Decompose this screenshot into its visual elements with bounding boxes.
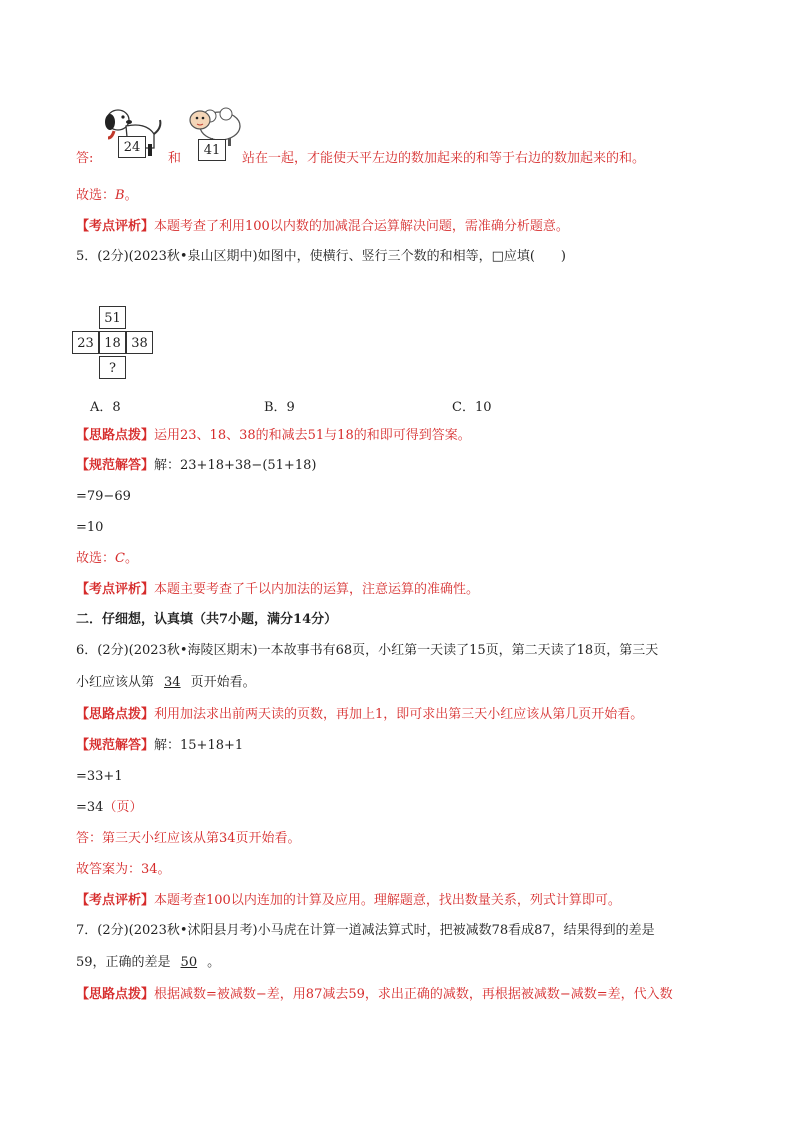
- q7-answer-blank: 50: [180, 955, 198, 970]
- section-2-title: 二．仔细想，认真填（共7小题，满分14分）: [76, 612, 338, 627]
- q6-step2: =34（页）: [76, 800, 143, 815]
- q4-analysis: 【考点评析】本题考查了利用100以内数的加减混合运算解决问题，需准确分析题意。: [76, 219, 569, 234]
- q5-choose: 故选：C。: [76, 551, 138, 566]
- q4-answer-text: 站在一起，才能使天平左边的数加起来的和等于右边的数加起来的和。: [242, 151, 646, 166]
- grid-right: 38: [126, 331, 153, 354]
- q4-answer-prefix: 答:: [76, 151, 94, 166]
- q6-solution: 【规范解答】解：15+18+1: [76, 738, 244, 753]
- sheep-number-card: 41: [198, 139, 226, 161]
- q7-question-line1: 7．(2分)(2023秋•沭阳县月考)小马虎在计算一道减法算式时，把被减数78看成87，结果得到的差是: [76, 923, 655, 938]
- q5-question: 5．(2分)(2023秋•泉山区期中)如图中，使横行、竖行三个数的和相等，□应填( ): [76, 249, 567, 264]
- q6-step1: =33+1: [76, 769, 123, 784]
- q5-analysis: 【考点评析】本题主要考查了千以内加法的运算，注意运算的准确性。: [76, 582, 480, 597]
- grid-left: 23: [72, 331, 99, 354]
- q6-answer: 答：第三天小红应该从第34页开始看。: [76, 831, 301, 846]
- grid-center: 18: [99, 331, 126, 354]
- q5-option-c: C．10: [452, 400, 492, 415]
- q5-hint: 【思路点拨】运用23、18、38的和减去51与18的和即可得到答案。: [76, 428, 471, 443]
- q6-analysis: 【考点评析】本题考查100以内连加的计算及应用。理解题意，找出数量关系，列式计算即可。: [76, 893, 621, 908]
- q6-answer-blank: 34: [164, 675, 181, 690]
- q4-choose: 故选：B。: [76, 188, 138, 203]
- q6-hint: 【思路点拨】利用加法求出前两天读的页数，再加上1，即可求出第三天小红应该从第几页开始看。: [76, 707, 644, 722]
- grid-bottom: ?: [99, 356, 126, 379]
- q6-question-line1: 6．(2分)(2023秋•海陵区期末)一本故事书有68页，小红第一天读了15页，第二天读了18页，第三天: [76, 643, 659, 658]
- q6-final: 故答案为：34。: [76, 862, 171, 877]
- q5-step2: =10: [76, 520, 104, 535]
- grid-top: 51: [99, 306, 126, 329]
- q7-question-line2: 59，正确的差是 50 。: [76, 955, 221, 970]
- q5-solution: 【规范解答】解：23+18+38−(51+18): [76, 458, 317, 473]
- q5-step1: =79−69: [76, 489, 131, 504]
- q6-question-line2: 小红应该从第 34 页开始看。: [76, 675, 256, 690]
- q4-and: 和: [168, 151, 182, 166]
- q5-option-b: B．9: [264, 400, 295, 415]
- q5-option-a: A．8: [90, 400, 121, 415]
- dog-number-card: 24: [118, 136, 146, 158]
- q7-hint: 【思路点拨】根据减数=被减数−差，用87减去59，求出正确的减数，再根据被减数−减数=差，代入数: [76, 987, 673, 1002]
